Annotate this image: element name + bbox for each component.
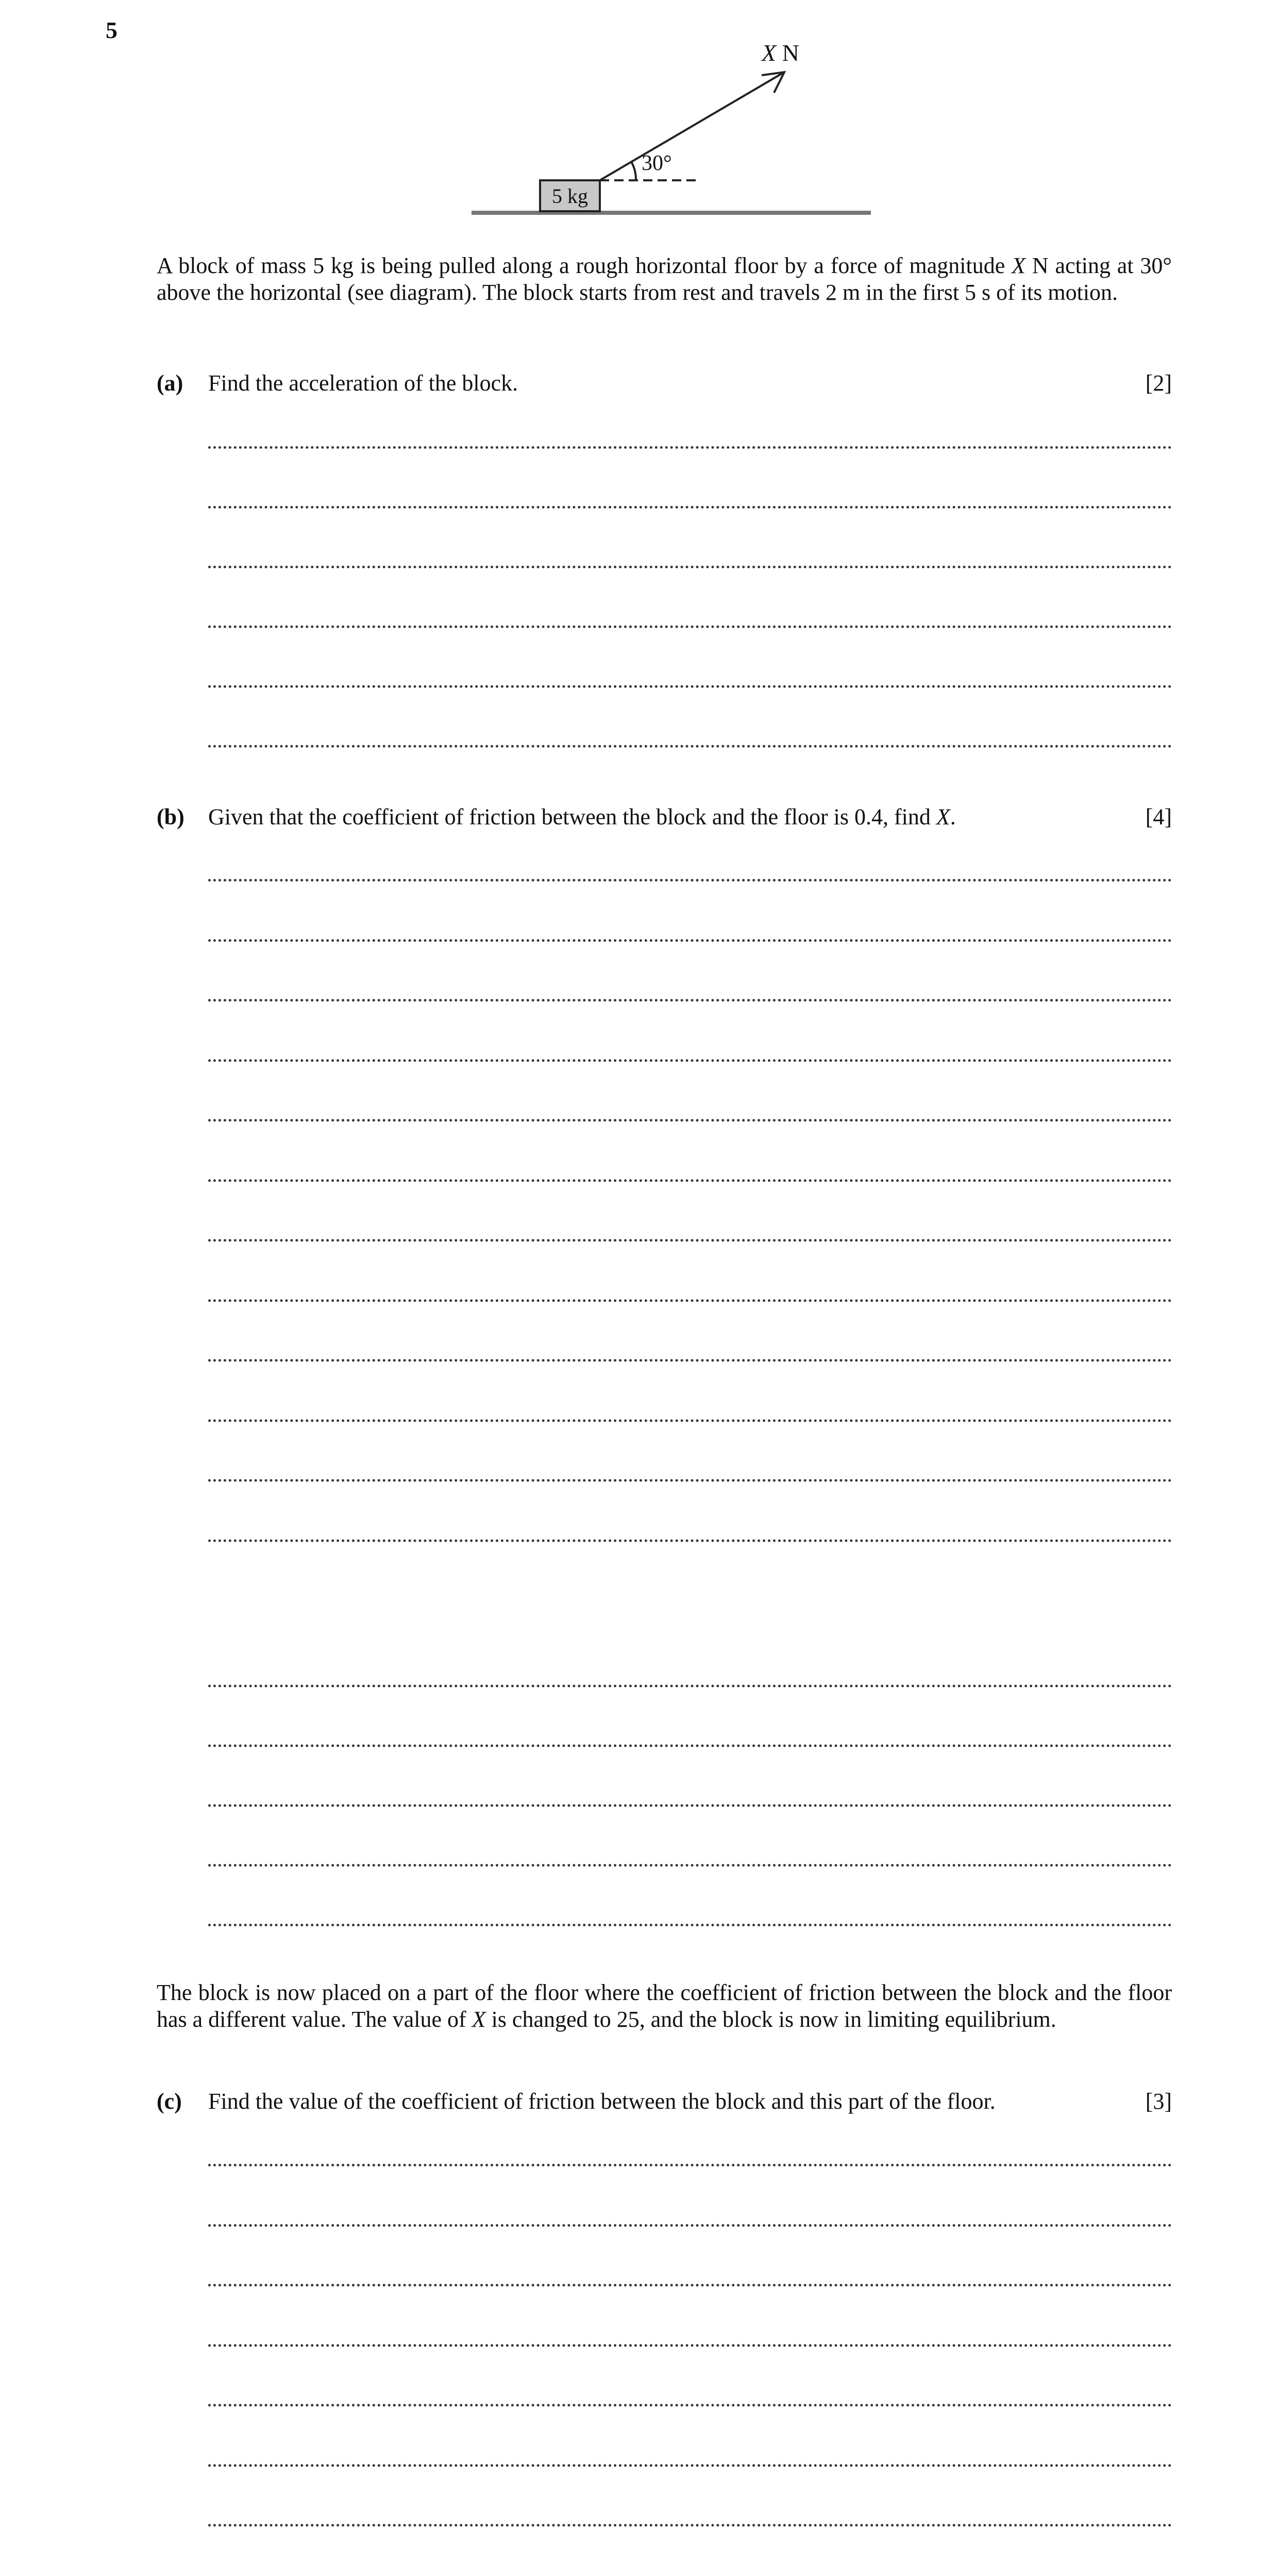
answer-line[interactable]: [208, 2284, 1172, 2286]
angle-label: 30°: [642, 151, 672, 175]
answer-line[interactable]: [208, 2224, 1172, 2227]
answer-line[interactable]: [208, 1479, 1172, 1482]
answer-line[interactable]: [208, 1685, 1172, 1687]
answer-line[interactable]: [208, 566, 1172, 568]
answer-line[interactable]: [208, 1299, 1172, 1302]
answer-line[interactable]: [208, 1744, 1172, 1747]
force-diagram: [453, 31, 886, 227]
answer-line[interactable]: [208, 1419, 1172, 1422]
answer-line[interactable]: [208, 1179, 1172, 1182]
answer-line[interactable]: [208, 625, 1172, 628]
part-b-marks: [4]: [1145, 804, 1172, 829]
angle-arc: [631, 162, 636, 180]
answer-line[interactable]: [208, 1804, 1172, 1807]
part-b-text: Given that the coefficient of friction between the block and the floor is 0.4, find X.: [208, 804, 956, 829]
intro-paragraph: A block of mass 5 kg is being pulled along a rough horizontal floor by a force of magnitude X N acting at 30° above the horizontal (see diagram). The block starts from rest and travels 2 m in the first 5 s of its motion.: [157, 253, 1172, 305]
force-label-unit: N: [782, 40, 799, 66]
answer-line[interactable]: [208, 2404, 1172, 2406]
part-b-label: (b): [157, 804, 184, 829]
answer-line[interactable]: [208, 506, 1172, 509]
part-a-text: Find the acceleration of the block.: [208, 370, 518, 396]
answer-line[interactable]: [208, 2464, 1172, 2467]
answer-line[interactable]: [208, 2344, 1172, 2347]
part-a-label: (a): [157, 370, 183, 396]
part-c-text: Find the value of the coefficient of friction between the block and this part of the floor.: [208, 2089, 996, 2114]
answer-line[interactable]: [208, 2524, 1172, 2527]
question-number: 5: [106, 17, 117, 43]
answer-line[interactable]: [208, 1539, 1172, 1542]
answer-line[interactable]: [208, 939, 1172, 942]
part-a-marks: [2]: [1145, 370, 1172, 396]
force-label: [761, 40, 799, 66]
answer-line[interactable]: [208, 2164, 1172, 2166]
part-c-label: (c): [157, 2089, 182, 2114]
mid-paragraph: The block is now placed on a part of the floor where the coefficient of friction between the block and the floor has a different value. The value of X is changed to 25, and the block is now in limiting equilibrium.: [157, 1980, 1172, 2032]
answer-line[interactable]: [208, 446, 1172, 449]
force-arrow: [600, 72, 784, 180]
answer-line[interactable]: [208, 1239, 1172, 1242]
block-label: 5 kg: [552, 184, 588, 208]
answer-line[interactable]: [208, 1119, 1172, 1122]
answer-line[interactable]: [208, 1359, 1172, 1362]
answer-line[interactable]: [208, 685, 1172, 688]
force-label-var: X: [762, 40, 777, 66]
answer-line[interactable]: [208, 1864, 1172, 1867]
answer-line[interactable]: [208, 879, 1172, 882]
part-c-marks: [3]: [1145, 2089, 1172, 2114]
answer-line[interactable]: [208, 1059, 1172, 1062]
answer-line[interactable]: [208, 1924, 1172, 1926]
answer-line[interactable]: [208, 999, 1172, 1002]
answer-line[interactable]: [208, 745, 1172, 748]
